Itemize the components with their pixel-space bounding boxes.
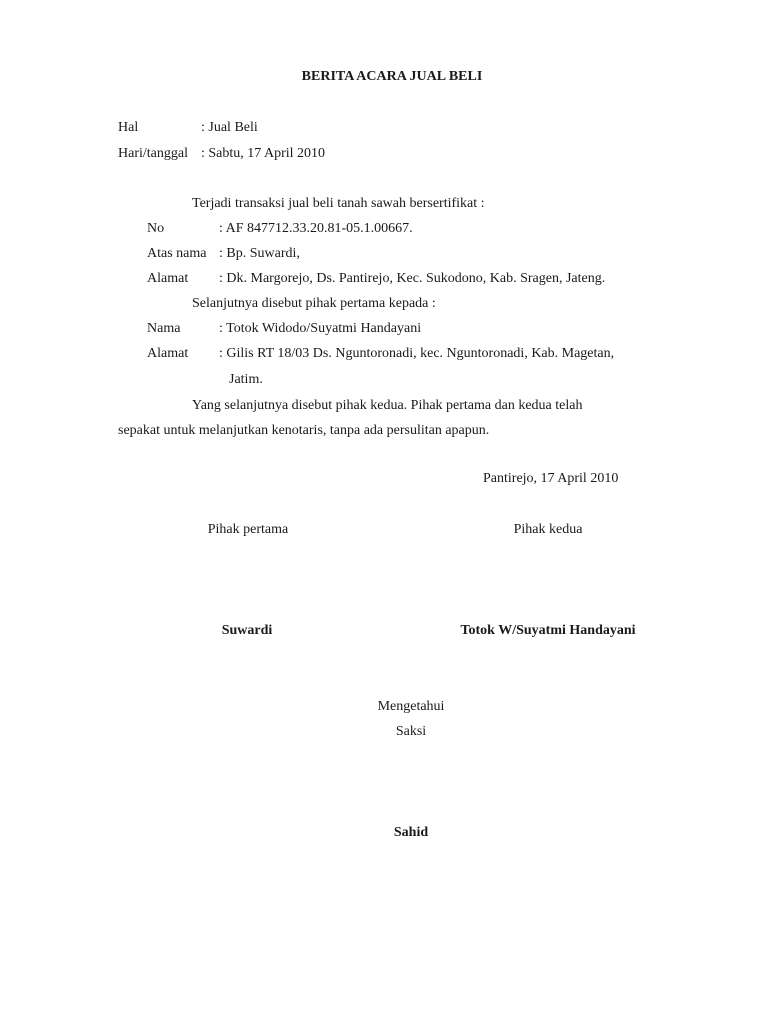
seller-alamat-value: : Dk. Margorejo, Ds. Pantirejo, Kec. Sukodono, Kab. Sragen, Jateng. [219,271,606,286]
certificate-no-label: No [147,221,165,236]
buyer-alamat-label: Alamat [147,346,189,361]
buyer-alamat-value-continued: Jatim. [229,372,263,387]
party1-name: Suwardi [221,623,273,638]
intro-text: Terjadi transaksi jual beli tanah sawah bersertifikat : [192,196,485,211]
atas-nama-label: Atas nama [147,246,207,261]
document-title: BERITA ACARA JUAL BELI [301,69,483,84]
buyer-nama-value: : Totok Widodo/Suyatmi Handayani [219,321,422,336]
witness-name: Sahid [393,825,429,840]
witness-label-mengetahui: Mengetahui [377,699,445,714]
party1-label: Pihak pertama [207,522,289,537]
tanggal-value: : Sabtu, 17 April 2010 [201,146,326,161]
atas-nama-value: : Bp. Suwardi, [219,246,300,261]
closing-text-line2: sepakat untuk melanjutkan kenotaris, tanpa ada persulitan apapun. [118,423,490,438]
party2-label: Pihak kedua [513,522,583,537]
first-party-text: Selanjutnya disebut pihak pertama kepada : [192,296,436,311]
tanggal-label: Hari/tanggal [118,146,188,161]
hal-label: Hal [118,120,139,135]
certificate-no-value: : AF 847712.33.20.81-05.1.00667. [219,221,413,236]
seller-alamat-label: Alamat [147,271,189,286]
witness-label-saksi: Saksi [395,724,427,739]
buyer-nama-label: Nama [147,321,181,336]
hal-value: : Jual Beli [201,120,258,135]
closing-text-line1: Yang selanjutnya disebut pihak kedua. Pihak pertama dan kedua telah [192,398,583,413]
buyer-alamat-value: : Gilis RT 18/03 Ds. Nguntoronadi, kec. Nguntoronadi, Kab. Magetan, [219,346,615,361]
party2-name: Totok W/Suyatmi Handayani [460,623,636,638]
place-date: Pantirejo, 17 April 2010 [483,471,619,486]
